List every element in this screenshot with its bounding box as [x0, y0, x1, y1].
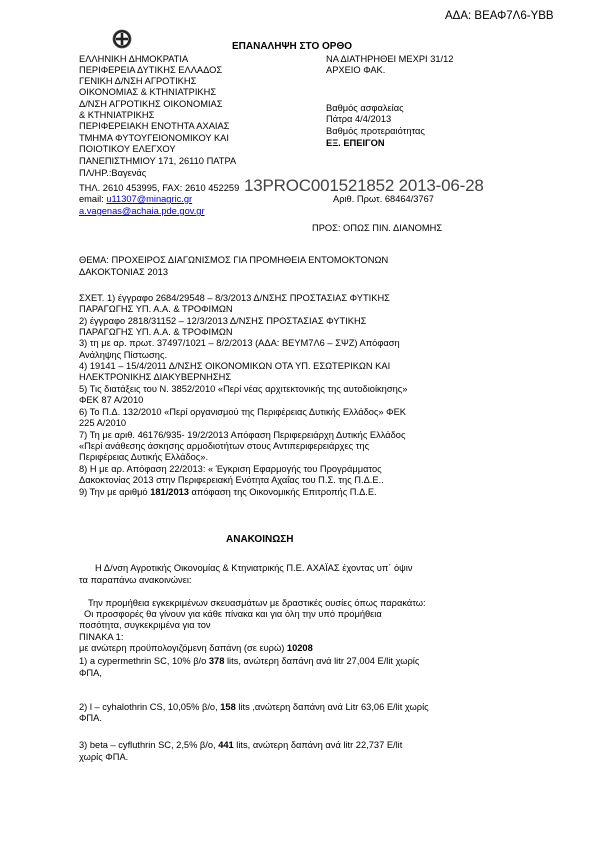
reference-line: Δακοκτονίας 2013 στην Περιφερειακή Ενότητα Αχαΐας του Π.Σ. της Π.Δ.Ε.. — [79, 475, 384, 485]
reference-line: Ανάληψης Πίστωσης. — [79, 350, 168, 360]
reference-line: ΦΕΚ 87 Α/2010 — [79, 395, 144, 405]
archive-note: ΑΡΧΕΙΟ ΦΑΚ. — [326, 65, 386, 75]
reference-line: 225 Α/2010 — [79, 418, 127, 428]
product-cost: lits, ανώτερη δαπάνη ανά litr 22,737 Ε/lit — [233, 740, 403, 750]
ada-code: ΑΔΑ: ΒΕΑΦ7Λ6-ΥΒΒ — [445, 10, 554, 22]
reference-line: ΠΑΡΑΓΩΓΗΣ ΥΠ. Α.Α. & ΤΡΟΦΙΜΩΝ — [79, 304, 233, 314]
table-label: ΠΙΝΑΚΑ 1: — [79, 632, 124, 642]
reference-line: ΣΧΕΤ. 1) έγγραφο 2684/29548 – 8/3/2013 Δ/ΝΣΗΣ ΠΡΟΣΤΑΣΙΑΣ ΦΥΤΙΚΗΣ — [79, 293, 390, 303]
announcement-heading: ΑΝΑΚΟΙΝΩΣΗ — [226, 534, 294, 545]
protocol-number: Αριθ. Πρωτ. 68464/3767 — [333, 194, 434, 204]
intro-line: Η Δ/νση Αγροτικής Οικονομίας & Κτηνιατρικής Π.Ε. ΑΧΑΪΑΣ έχοντας υπ΄ όψιν — [95, 563, 413, 573]
reference-text: 9) Την με αριθμό — [79, 487, 151, 497]
sender-line: ΠΕΡΙΦΕΡΕΙΑ ΔΥΤΙΚΗΣ ΕΛΛΑΔΟΣ — [79, 65, 223, 75]
product-item-cont: ΦΠΑ, — [79, 668, 102, 678]
product-item-cont: ΦΠΑ. — [79, 713, 102, 723]
retention-note: ΝΑ ΔΙΑΤΗΡΗΘΕΙ ΜΕΧΡΙ 31/12 — [326, 54, 454, 64]
procurement-line: ποσότητα, συγκεκριμένα για τον — [79, 620, 211, 630]
reference-line: 2) έγγραφο 2818/31152 – 12/3/2013 Δ/ΝΣΗΣ ΠΡΟΣΤΑΣΙΑΣ ΦΥΤΙΚΗΣ — [79, 316, 367, 326]
product-name: 1) a cypermethrin SC, 10% β/ο — [79, 656, 209, 666]
product-quantity: 441 — [218, 740, 234, 750]
budget-text: με ανώτερη προϋπολογιζόμενη δαπάνη (σε ευρώ) — [79, 643, 287, 653]
reference-line: ΗΛΕΚΤΡΟΝΙΚΗΣ ΔΙΑΚΥΒΕΡΝΗΣΗΣ — [79, 372, 232, 382]
reference-text: απόφαση της Οικονομικής Επιτροπής Π.Δ.Ε. — [188, 487, 377, 497]
sender-line: & ΚΤΗΝΙΑΤΡΙΚΗΣ — [79, 110, 155, 120]
email-label: email: — [79, 194, 107, 204]
email-link-1[interactable]: u11307@minagric.gr — [106, 194, 193, 204]
product-item — [79, 702, 429, 713]
budget-line — [79, 643, 313, 654]
reference-line: 6) Το Π.Δ. 132/2010 «Περί οργανισμού της Περιφέρειας Δυτικής Ελλάδος» ΦΕΚ — [79, 407, 406, 417]
reference-line: «Περί ανάθεσης άσκησης αρμοδιοτήτων στους Αντιπεριφερειάρχες της — [79, 441, 370, 451]
recipient-line: ΠΡΟΣ: ΟΠΩΣ ΠΙΝ. ΔΙΑΝΟΜΗΣ — [312, 223, 443, 233]
product-name: 3) beta – cyfluthrin SC, 2,5% β/ο, — [79, 740, 219, 750]
budget-value: 10208 — [286, 643, 313, 653]
reference-line: 8) Η με αρ. Απόφαση 22/2013: « Έγκριση Εφαρμογής του Προγράμματος — [79, 464, 382, 474]
subject-line: ΘΕΜΑ: ΠΡΟΧΕΙΡΟΣ ΔΙΑΓΩΝΙΣΜΟΣ ΓΙΑ ΠΡΟΜΗΘΕΙΑ ΕΝΤΟΜΟΚΤΟΝΩΝ — [79, 255, 389, 265]
email-line — [79, 194, 192, 205]
intro-line: τα παραπάνω ανακοινώνει: — [79, 575, 192, 585]
sender-line: Δ/ΝΣΗ ΑΓΡΟΤΙΚΗΣ ΟΙΚΟΝΟΜΙΑΣ — [79, 99, 223, 109]
sender-line: ΕΛΛΗΝΙΚΗ ΔΗΜΟΚΡΑΤΙΑ — [79, 54, 189, 64]
procurement-line: Την προμήθεια εγκεκριμένων σκευασμάτων με δραστικές ουσίες όπως παρακάτω: — [88, 598, 426, 608]
procurement-line: Οι προσφορές θα γίνουν για κάθε πίνακα και για όλη την υπό προμήθεια — [84, 609, 382, 619]
product-item — [79, 656, 419, 667]
protocol-watermark: 13PROC001521852 2013-06-28 — [244, 176, 484, 195]
greek-emblem-icon — [112, 29, 132, 49]
subject-line: ΔΑΚΟΚΤΟΝΙΑΣ 2013 — [79, 267, 169, 277]
email-link-2[interactable]: a.vagenas@achaia.pde.gov.gr — [79, 206, 205, 216]
security-grade: Βαθμός ασφαλείας — [326, 103, 404, 113]
priority-grade: Βαθμός προτεραιότητας — [326, 126, 425, 136]
sender-line: ΠΕΡΙΦΕΡΕΙΑΚΗ ΕΝΟΤΗΤΑ ΑΧΑΙΑΣ — [79, 121, 230, 131]
product-quantity: 378 — [208, 656, 225, 666]
sender-line: ΠΛ/ΗΡ.:Βαγενάς — [79, 168, 147, 178]
reference-line: 7) Τη με αριθ. 46176/935- 19/2/2013 Απόφαση Περιφερειάρχη Δυτικής Ελλάδος — [79, 430, 406, 440]
email-line-2 — [79, 206, 205, 217]
reference-line: ΠΑΡΑΓΩΓΗΣ ΥΠ. Α.Α. & ΤΡΟΦΙΜΩΝ — [79, 327, 233, 337]
product-item — [79, 740, 402, 751]
sender-line: ΠΑΝΕΠΙΣΤΗΜΙΟΥ 171, 26110 ΠΑΤΡΑ — [79, 156, 237, 166]
sender-line: ΤΜΗΜΑ ΦΥΤΟΥΓΕΙΟΝΟΜΙΚΟΥ ΚΑΙ — [79, 133, 229, 143]
reference-line: 3) τη με αρ. πρωτ. 37497/1021 – 8/2/2013 (ΑΔΑ: ΒΕΥΜ7Λ6 – ΣΨΖ) Απόφαση — [79, 338, 400, 348]
sender-line: ΟΙΚΟΝΟΜΙΑΣ & ΚΤΗΝΙΑΤΡΙΚΗΣ — [79, 87, 217, 97]
product-cost: lits ,ανώτερη δαπάνη ανά Litr 63,06 Ε/lit χωρίς — [235, 702, 429, 712]
reference-decision-number: 181/2013 — [150, 487, 189, 497]
document-date: Πάτρα 4/4/2013 — [326, 114, 392, 124]
sender-line: ΓΕΝΙΚΗ Δ/ΝΣΗ ΑΓΡΟΤΙΚΗΣ — [79, 76, 197, 86]
reference-line: 5) Τις διατάξεις του Ν. 3852/2010 «Περί νέας αρχιτεκτονικής της αυτοδιοίκησης» — [79, 384, 408, 394]
product-cost: lits, ανώτερη δαπάνη ανά litr 27,004 Ε/lit χωρίς — [224, 656, 420, 666]
product-name: 2) l – cyhalothrin CS, 10,05% β/ο, — [79, 702, 221, 712]
product-quantity: 158 — [220, 702, 236, 712]
reference-line: 4) 19141 – 15/4/2011 Δ/ΝΣΗΣ ΟΙΚΟΝΟΜΙΚΩΝ ΟΤΑ ΥΠ. ΕΣΩΤΕΡΙΚΩΝ ΚΑΙ — [79, 361, 391, 371]
urgent-label: ΕΞ. ΕΠΕΙΓΟΝ — [326, 138, 385, 148]
sender-line: ΤΗΛ. 2610 453995, FAX: 2610 452259 — [79, 183, 240, 193]
document-title: ΕΠΑΝΑΛΗΨΗ ΣΤΟ ΟΡΘΟ — [232, 41, 353, 52]
sender-line: ΠΟΙΟΤΙΚΟΥ ΕΛΕΓΧΟΥ — [79, 144, 176, 154]
reference-line-9 — [79, 487, 377, 498]
product-item-cont: χωρίς ΦΠΑ. — [79, 752, 129, 762]
reference-line: Περιφέρειας Δυτικής Ελλάδος». — [79, 452, 209, 462]
